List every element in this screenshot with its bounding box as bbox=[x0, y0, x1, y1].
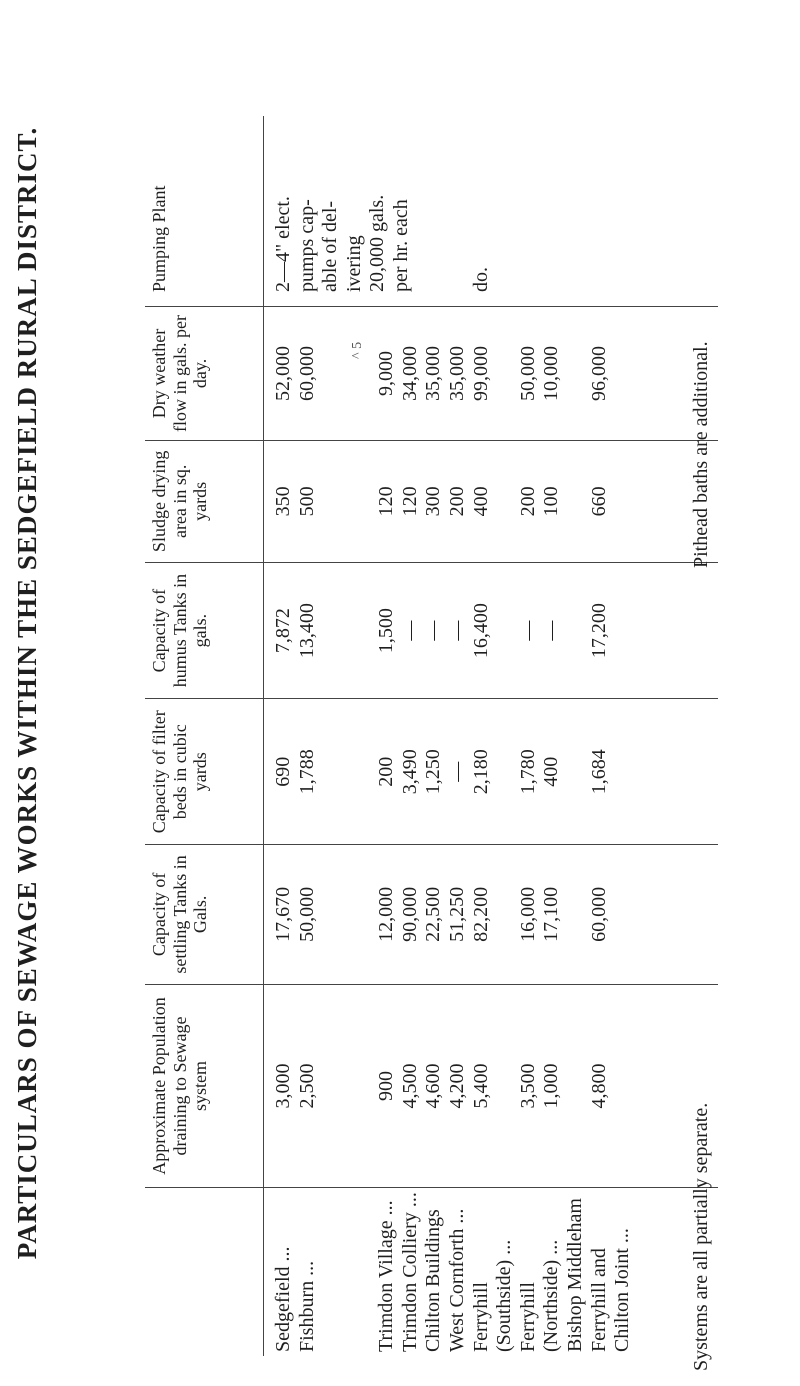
header-flow: Dry weather flow in gals. per day. bbox=[145, 307, 264, 441]
flow-value bbox=[564, 311, 588, 436]
works-name: (Northside) ... bbox=[540, 1239, 563, 1352]
scan-mark: ^ 5 bbox=[350, 341, 365, 359]
flow-value: 35,000 bbox=[445, 345, 468, 401]
settling-value bbox=[493, 849, 517, 980]
settling-value bbox=[564, 849, 588, 980]
filter-value bbox=[493, 703, 517, 840]
works-name: Bishop Middleham bbox=[563, 1198, 586, 1352]
pumping-text: ivering bbox=[342, 235, 365, 292]
settling-value: 60,000 bbox=[587, 886, 610, 942]
flow-value: 34,000 bbox=[398, 345, 421, 401]
filter-value: 1,250 bbox=[422, 749, 445, 795]
footnote-systems: Systems are all partially separate. bbox=[690, 1102, 712, 1371]
humus-value: 7,872 bbox=[272, 608, 294, 654]
sludge-value: 660 bbox=[587, 486, 610, 517]
population-value: 2,500 bbox=[295, 1063, 318, 1109]
sludge-value: 200 bbox=[445, 486, 468, 517]
pumping-text: 20,000 gals. bbox=[366, 194, 389, 292]
humus-value bbox=[493, 567, 517, 695]
filter-value: 1,780 bbox=[516, 749, 539, 795]
header-pumping: Pumping Plant bbox=[145, 116, 264, 307]
settling-value: 17,100 bbox=[540, 886, 563, 942]
humus-value: 1,500 bbox=[375, 608, 398, 654]
sludge-value: 100 bbox=[540, 486, 563, 517]
filter-value: — bbox=[445, 761, 468, 782]
settling-cell bbox=[264, 845, 719, 985]
header-settling: Capacity of settling Tanks in Gals. bbox=[145, 845, 264, 985]
flow-value: 99,000 bbox=[469, 345, 492, 401]
humus-value: 16,400 bbox=[469, 603, 492, 659]
filter-value: 1,788 bbox=[295, 749, 318, 795]
filter-value: 2,180 bbox=[469, 749, 492, 795]
sludge-cell bbox=[264, 440, 719, 562]
sludge-value: 500 bbox=[295, 486, 318, 517]
pumping-text: per hr. each bbox=[389, 199, 412, 292]
filter-cell bbox=[264, 699, 719, 845]
table-row bbox=[264, 116, 719, 1356]
pumping-cell bbox=[264, 116, 719, 307]
population-value: 3,000 bbox=[272, 1063, 294, 1109]
population-value: 5,400 bbox=[469, 1063, 492, 1109]
settling-value: 17,670 bbox=[272, 886, 294, 942]
works-name: West Cornforth ... bbox=[445, 1208, 468, 1352]
header-sludge: Sludge drying area in sq. yards bbox=[145, 440, 264, 562]
sludge-value: 350 bbox=[272, 486, 294, 517]
population-cell bbox=[264, 984, 719, 1187]
pumping-text: able of del- bbox=[319, 200, 342, 292]
works-name: Chilton Joint ... bbox=[611, 1228, 634, 1352]
flow-value: 50,000 bbox=[516, 345, 539, 401]
filter-value: 1,684 bbox=[587, 749, 610, 795]
page-title: PARTICULARS OF SEWAGE WORKS WITHIN THE SEDGEFIELD RURAL DISTRICT. bbox=[12, 126, 42, 1260]
works-name: Ferryhill bbox=[516, 1282, 539, 1352]
humus-value: 13,400 bbox=[295, 603, 318, 659]
header-humus: Capacity of humus Tanks in gals. bbox=[145, 562, 264, 699]
flow-value bbox=[493, 311, 517, 436]
sludge-value: 120 bbox=[398, 486, 421, 517]
settling-value: 51,250 bbox=[445, 886, 468, 942]
works-name: Ferryhill bbox=[469, 1282, 492, 1352]
humus-value: — bbox=[445, 620, 468, 641]
population-value: 3,500 bbox=[516, 1063, 539, 1109]
works-name: Fishburn ... bbox=[295, 1260, 318, 1352]
footnote-pithead: Pithead baths are additional. bbox=[690, 341, 712, 568]
population-value bbox=[564, 989, 588, 1183]
humus-cell bbox=[264, 562, 719, 699]
flow-value: 35,000 bbox=[422, 345, 445, 401]
sludge-value bbox=[493, 445, 517, 558]
pumping-text: do. bbox=[469, 267, 492, 292]
population-value: 4,500 bbox=[398, 1063, 421, 1109]
filter-value: 200 bbox=[375, 756, 398, 787]
header-name bbox=[145, 1188, 264, 1356]
header-row bbox=[145, 116, 264, 1356]
works-name: Ferryhill and bbox=[587, 1248, 610, 1352]
population-value: 1,000 bbox=[540, 1063, 563, 1109]
settling-value: 16,000 bbox=[516, 886, 539, 942]
sludge-value: 120 bbox=[375, 486, 398, 517]
population-value: 4,800 bbox=[587, 1063, 610, 1109]
flow-value: 96,000 bbox=[587, 345, 610, 401]
settling-value: 22,500 bbox=[422, 886, 445, 942]
humus-value bbox=[564, 567, 588, 695]
sludge-value: 400 bbox=[469, 486, 492, 517]
population-value: 4,600 bbox=[422, 1063, 445, 1109]
humus-value: — bbox=[516, 620, 539, 641]
pumping-text: pumps cap- bbox=[295, 199, 318, 292]
flow-value: 52,000 bbox=[272, 345, 294, 401]
sewage-works-table bbox=[145, 116, 718, 1356]
pumping-text: 2—4" elect. bbox=[272, 196, 294, 292]
humus-value: 17,200 bbox=[587, 603, 610, 659]
settling-value: 90,000 bbox=[398, 886, 421, 942]
settling-value: 12,000 bbox=[375, 886, 398, 942]
sludge-value: 300 bbox=[422, 486, 445, 517]
works-name-cell bbox=[264, 1188, 719, 1356]
flow-value: 10,000 bbox=[540, 345, 563, 401]
filter-value bbox=[564, 703, 588, 840]
works-name: Trimdon Village ... bbox=[375, 1200, 398, 1352]
filter-value: 3,490 bbox=[398, 749, 421, 795]
sludge-value bbox=[564, 445, 588, 558]
humus-value: — bbox=[422, 620, 445, 641]
population-value bbox=[493, 989, 517, 1183]
header-filter: Capacity of filter beds in cubic yards bbox=[145, 699, 264, 845]
works-name: Chilton Buildings bbox=[422, 1209, 445, 1352]
population-value: 900 bbox=[375, 1070, 398, 1101]
works-name: (Southside) ... bbox=[493, 1239, 516, 1352]
population-value: 4,200 bbox=[445, 1063, 468, 1109]
flow-cell bbox=[264, 307, 719, 441]
sludge-value: 200 bbox=[516, 486, 539, 517]
flow-value: 9,000 bbox=[375, 350, 398, 396]
humus-value: — bbox=[540, 620, 563, 641]
humus-value: — bbox=[398, 620, 421, 641]
works-name: Trimdon Colliery ... bbox=[398, 1192, 421, 1352]
filter-value: 400 bbox=[540, 756, 563, 787]
works-name: Sedgefield ... bbox=[272, 1246, 294, 1352]
filter-value: 690 bbox=[272, 756, 294, 787]
settling-value: 82,200 bbox=[469, 886, 492, 942]
settling-value: 50,000 bbox=[295, 886, 318, 942]
flow-value: 60,000 bbox=[295, 345, 318, 401]
header-population: Approximate Population draining to Sewage system bbox=[145, 984, 264, 1187]
